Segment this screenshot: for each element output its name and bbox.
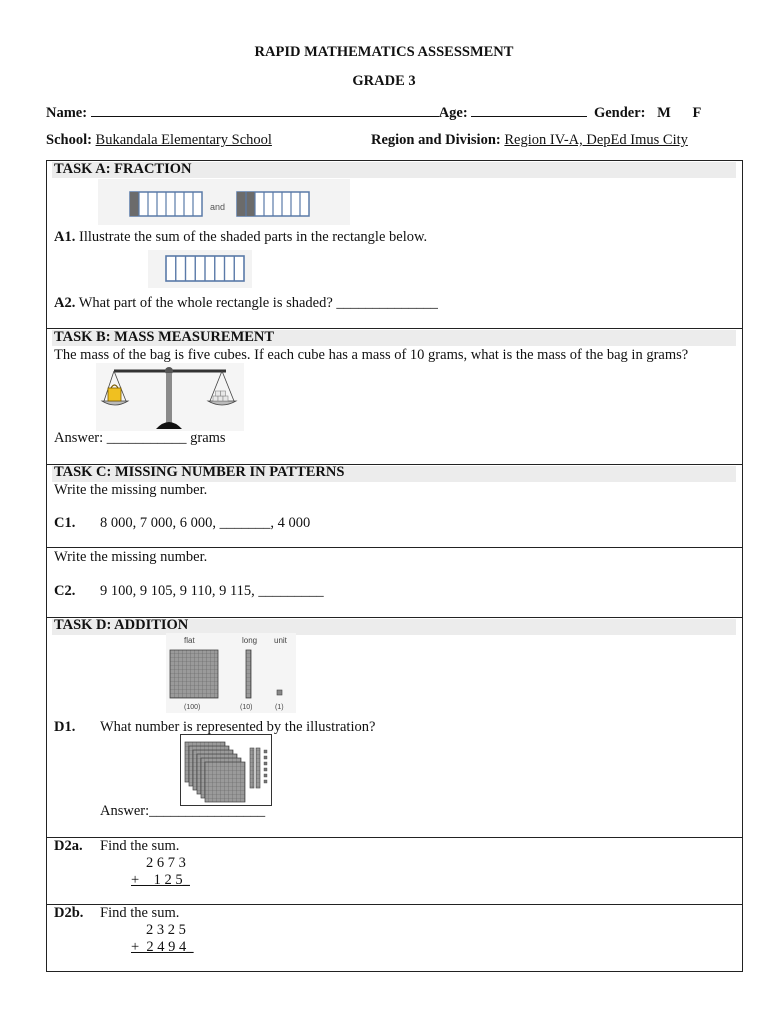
d2a-bottom-number: + 1 2 5_	[131, 872, 190, 888]
legend-flat-value: (100)	[184, 704, 201, 711]
a2-label: A2.	[54, 295, 76, 311]
gender-f-option[interactable]: F	[692, 105, 702, 121]
grade-label: GRADE 3	[352, 73, 416, 89]
d2b-label: D2b.	[54, 905, 84, 921]
a1-question	[54, 229, 427, 246]
school-row	[46, 132, 272, 149]
task-b-question: The mass of the bag is five cubes. If each cube has a mass of 10 grams, what is the mass of the bag in grams?	[54, 347, 689, 363]
base-ten-legend-figure	[166, 633, 296, 713]
legend-unit-value: (1)	[275, 704, 284, 711]
legend-unit-label: unit	[274, 636, 287, 645]
gender-m-option[interactable]: M	[657, 105, 671, 121]
task-c-title: TASK C: MISSING NUMBER IN PATTERNS	[54, 464, 345, 480]
name-row	[46, 103, 701, 122]
legend-long-label: long	[242, 636, 258, 645]
c2-text[interactable]: 9 100, 9 105, 9 110, 9 115, _________	[100, 583, 324, 599]
task-a-title: TASK A: FRACTION	[54, 161, 192, 177]
name-label: Name:	[46, 105, 88, 121]
d1-answer[interactable]: Answer:________________	[100, 803, 266, 819]
a1-text: Illustrate the sum of the shaded parts in the rectangle below.	[78, 229, 428, 245]
task-b-title: TASK B: MASS MEASUREMENT	[54, 329, 275, 345]
age-label: Age:	[438, 105, 468, 121]
balance-scale-figure	[96, 363, 244, 431]
d2a-text: Find the sum.	[100, 838, 180, 854]
base-ten-blocks-figure	[180, 734, 272, 806]
age-field[interactable]	[471, 103, 587, 117]
d1-text: What number is represented by the illustration?	[100, 719, 376, 735]
region-value: Region IV-A, DepEd Imus City	[504, 132, 688, 148]
d2b-text: Find the sum.	[100, 905, 180, 921]
task-b-answer[interactable]: Answer: ___________ grams	[54, 430, 226, 446]
c1-label: C1.	[54, 515, 76, 531]
c2-instruction: Write the missing number.	[54, 549, 208, 565]
legend-flat-label: flat	[184, 636, 195, 645]
row-divider	[46, 547, 743, 548]
d1-label: D1.	[54, 719, 76, 735]
region-row	[371, 132, 688, 149]
d2b-top-number: 2 3 2 5	[146, 922, 186, 938]
a1-label: A1.	[54, 229, 76, 245]
legend-long-value: (10)	[240, 704, 253, 711]
empty-rectangle-figure[interactable]	[148, 250, 252, 288]
c1-instruction: Write the missing number.	[54, 482, 208, 498]
gender-label: Gender:	[593, 105, 646, 121]
school-value: Bukandala Elementary School	[95, 132, 272, 148]
region-label: Region and Division:	[371, 132, 501, 148]
a2-question	[54, 295, 438, 312]
school-label: School:	[46, 132, 92, 148]
task-d-title: TASK D: ADDITION	[54, 617, 189, 633]
d2b-bottom-number: + 2 4 9 4_	[131, 939, 194, 955]
page-title: RAPID MATHEMATICS ASSESSMENT	[254, 44, 514, 60]
fraction-figure	[98, 179, 350, 225]
d2a-label: D2a.	[54, 838, 83, 854]
a2-text: What part of the whole rectangle is shaded? ______________	[78, 295, 438, 311]
fraction-and-label: and	[210, 202, 226, 212]
c2-label: C2.	[54, 583, 76, 599]
name-field[interactable]	[91, 103, 439, 117]
d2a-top-number: 2 6 7 3	[146, 855, 186, 871]
c1-text[interactable]: 8 000, 7 000, 6 000, _______, 4 000	[100, 515, 311, 531]
